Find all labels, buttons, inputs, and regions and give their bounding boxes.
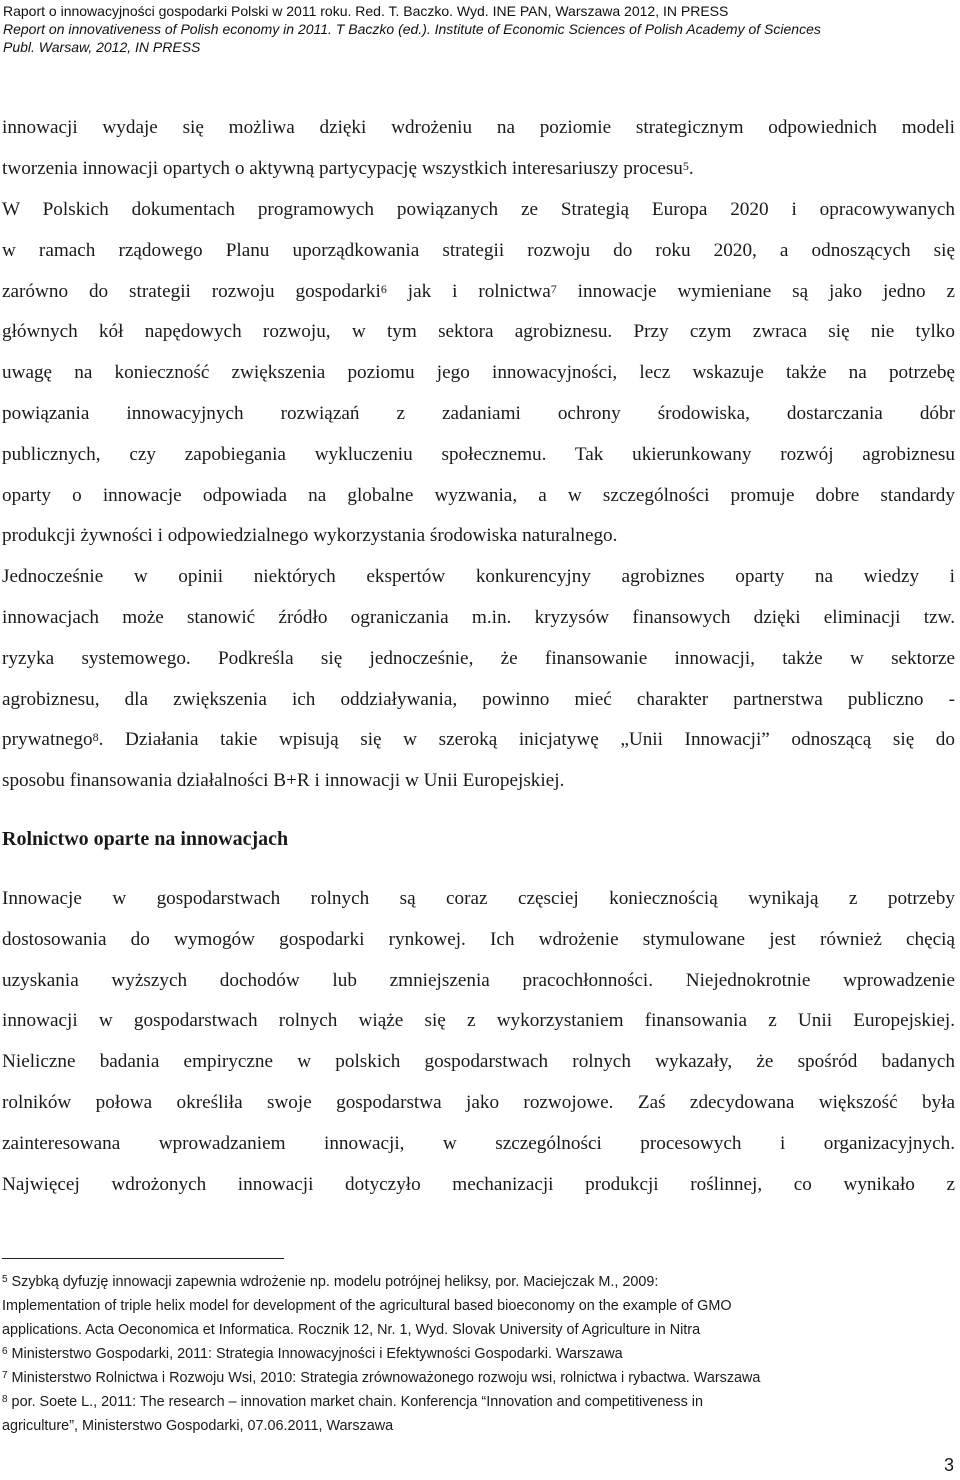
paragraph-continuation — [2, 108, 955, 190]
text-line: Nieliczne badania empiryczne w polskich gospodarstwach rolnych wykazały, że spośród badanych — [2, 1051, 955, 1073]
text-line: w ramach rządowego Planu uporządkowania strategii rozwoju do roku 2020, a odnoszących się — [2, 239, 955, 261]
footnote-5-cont: Implementation of triple helix model for development of the agricultural based bioeconomy on the example of GMO — [2, 1298, 732, 1314]
text-line — [2, 272, 955, 313]
text-line: uwagę na konieczność zwiększenia poziomu jego innowacyjności, lecz wskazuje także na potrzebę — [2, 362, 955, 384]
text-line: głównych kół napędowych rozwoju, w tym sektora agrobiznesu. Przy czym zwraca się nie tylko — [2, 321, 955, 343]
text-span: . Działania takie wpisują się w szeroką inicjatywę „Unii Innowacji” odnoszącą się do — [98, 729, 955, 751]
footnote-ref-6[interactable]: 6 — [380, 281, 387, 296]
text-line: dostosowania do wymogów gospodarki rynkowej. Ich wdrożenie stymulowane jest również chęcią — [2, 928, 955, 950]
text-span: innowacje wymieniane są jako jedno z — [556, 280, 955, 302]
footnote-5 — [2, 1270, 957, 1294]
footnote-separator — [2, 1258, 284, 1259]
text-line: W Polskich dokumentach programowych powiązanych ze Strategią Europa 2020 i opracowywanych — [2, 199, 955, 220]
text-line: innowacji wydaje się możliwa dzięki wdrożeniu na poziomie strategicznym odpowiednich modeli — [2, 117, 955, 138]
running-header — [3, 2, 953, 56]
page-number: 3 — [943, 1455, 954, 1475]
footnote-number: 5 — [2, 1274, 8, 1285]
footnote-8-cont: agriculture”, Ministerstwo Gospodarki, 07.06.2011, Warszawa — [2, 1418, 394, 1434]
footnote-6 — [2, 1342, 957, 1366]
footnote-ref-7[interactable]: 7 — [550, 281, 557, 296]
footnote-5-cont: applications. Acta Oeconomica et Informatica. Rocznik 12, Nr. 1, Wyd. Slovak University of Agriculture in Nitra — [2, 1322, 701, 1338]
footnote-number: 8 — [2, 1394, 8, 1405]
paragraph-agriculture — [2, 879, 955, 1205]
text-line: Innowacje w gospodarstwach rolnych są coraz częsciej koniecznością wynikają z potrzeby — [2, 888, 955, 909]
text-line: rolników połowa określiła swoje gospodarstwa jako rozwojowe. Zaś zdecydowana większość była — [2, 1091, 955, 1113]
section-heading: Rolnictwo oparte na innowacjach — [2, 828, 289, 850]
text-span: tworzenia innowacji opartych o aktywną partycypację wszystkich interesariuszy procesu — [2, 157, 683, 179]
text-line: Jednocześnie w opinii niektórych ekspertów konkurencyjny agrobiznes oparty na wiedzy i — [2, 566, 955, 588]
text-line: Najwięcej wdrożonych innowacji dotyczyło mechanizacji produkcji roślinnej, co wynikało z — [2, 1173, 955, 1195]
footnote-number: 7 — [2, 1370, 8, 1381]
footnote-ref-8[interactable]: 8 — [92, 730, 99, 745]
paragraph-strategy — [2, 190, 955, 802]
text-line — [2, 149, 955, 190]
header-line-1: Raport o innowacyjności gospodarki Polski w 2011 roku. Red. T. Baczko. Wyd. INE PAN, Warszawa 2012, IN PRESS — [3, 3, 729, 19]
text-line: produkcji żywności i odpowiedzialnego wykorzystania środowiska naturalnego. — [2, 525, 618, 547]
text-line: powiązania innowacyjnych rozwiązań z zadaniami ochrony środowiska, dostarczania dóbr — [2, 402, 955, 424]
footnote-text: Szybką dyfuzję innowacji zapewnia wdrożenie np. modelu potrójnej heliksy, por. Maciejczak M., 2009: — [7, 1274, 659, 1290]
text-span: prywatnego — [2, 729, 93, 751]
text-line: oparty o innowacje odpowiada na globalne wyzwania, a w szczególności promuje dobre standardy — [2, 484, 955, 506]
text-line: publicznych, czy zapobiegania wykluczeniu społecznemu. Tak ukierunkowany rozwój agrobiznesu — [2, 443, 955, 465]
footnote-number: 6 — [2, 1346, 8, 1357]
text-span: zarówno do strategii rozwoju gospodarki — [2, 280, 381, 302]
text-line — [2, 720, 955, 761]
footnote-7 — [2, 1366, 957, 1390]
header-line-2: Report on innovativeness of Polish economy in 2011. T Baczko (ed.). Institute of Economic Sciences of Polish Academy of Sciences — [3, 21, 821, 37]
text-line: innowacji w gospodarstwach rolnych wiąże się z wykorzystaniem finansowania z Unii Europejskiej. — [2, 1010, 955, 1032]
text-line: innowacjach może stanowić źródło ograniczania m.in. kryzysów finansowych dzięki eliminacji tzw. — [2, 606, 955, 628]
text-span: . — [688, 157, 694, 179]
footnote-8 — [2, 1390, 957, 1414]
text-line: uzyskania wyższych dochodów lub zmniejszenia pracochłonności. Niejednokrotnie wprowadzenie — [2, 969, 955, 991]
text-span: jak i rolnictwa — [386, 280, 551, 302]
footnote-text: Ministerstwo Gospodarki, 2011: Strategia Innowacyjności i Efektywności Gospodarki. Warszawa — [7, 1346, 623, 1362]
footnote-text: por. Soete L., 2011: The research – innovation market chain. Konferencja “Innovation and competitiveness in — [7, 1394, 703, 1410]
text-line: zainteresowana wprowadzaniem innowacji, w szczególności procesowych i organizacyjnych. — [2, 1132, 955, 1154]
footnote-text: Ministerstwo Rolnictwa i Rozwoju Wsi, 2010: Strategia zrównoważonego rozwoju wsi, rolnictwa i rybactwa. Warszawa — [7, 1370, 761, 1386]
footnote-ref-5[interactable]: 5 — [682, 158, 689, 173]
footnotes — [2, 1270, 957, 1438]
text-line: agrobiznesu, dla zwiększenia ich oddziaływania, powinno mieć charakter partnerstwa publiczno - — [2, 688, 955, 710]
header-line-3: Publ. Warsaw, 2012, IN PRESS — [3, 39, 201, 55]
text-line: sposobu finansowania działalności B+R i innowacji w Unii Europejskiej. — [2, 770, 565, 792]
text-line: ryzyka systemowego. Podkreśla się jednocześnie, że finansowanie innowacji, także w sektorze — [2, 647, 955, 669]
